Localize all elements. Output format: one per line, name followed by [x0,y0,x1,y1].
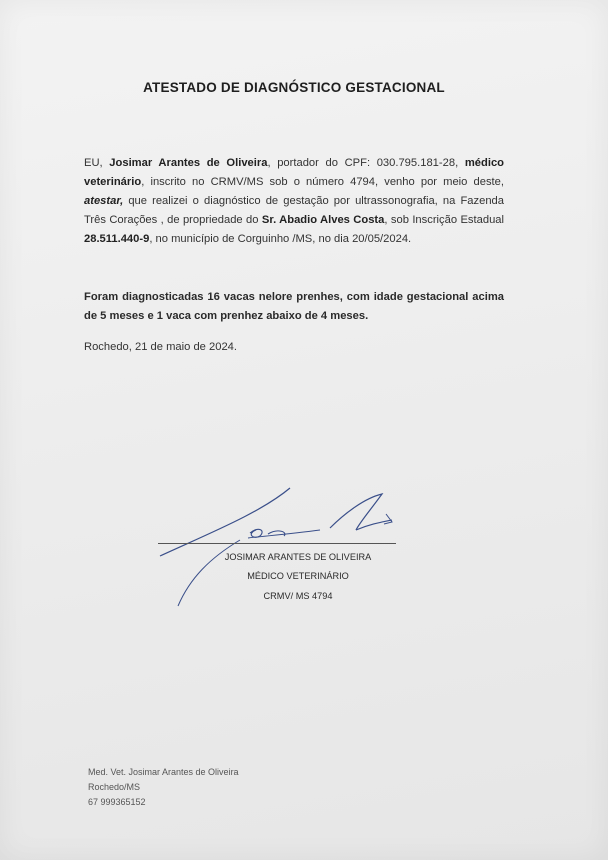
crmv-text: , inscrito no CRMV/MS sob o número 4794, venho por meio deste, [141,176,504,188]
cpf-text: , portador do CPF: 030.795.181-28, [267,157,459,169]
footer-name: Med. Vet. Josimar Arantes de Oliveira [88,767,239,777]
signer-role: MÉDICO VETERINÁRIO [247,571,349,581]
atestar-word: atestar, [84,195,124,207]
profession: médico veterinário [84,157,504,188]
intro-eu: EU, [84,157,103,169]
location-text: , no município de Corguinho /MS, no dia 20/05/2024. [149,233,412,245]
ie-number: 28.511.440-9 [84,233,150,245]
ie-text: , sob Inscrição Estadual [384,214,505,226]
attestation-paragraph [84,154,504,249]
signer-name: JOSIMAR ARANTES DE OLIVEIRA [224,552,372,562]
document-title: ATESTADO DE DIAGNÓSTICO GESTACIONAL [143,80,445,95]
diagnosis-result: Foram diagnosticadas 16 vacas nelore prenhes, com idade gestacional acima de 5 meses e 1 vaca com prenhez abaixo de 4 meses. [84,291,504,322]
place-date: Rochedo, 21 de maio de 2024. [84,341,238,353]
signer-registration: CRMV/ MS 4794 [263,591,333,601]
diagnosis-text: que realizei o diagnóstico de gestação por ultrassonografia, na Fazenda Três Corações , de propriedade do [84,195,504,226]
footer-phone: 67 999365152 [88,797,146,807]
footer-city: Rochedo/MS [88,782,141,792]
owner-name: Sr. Abadio Alves Costa [261,214,385,226]
vet-name: Josimar Arantes de Oliveira [109,157,268,169]
signature-line [158,543,396,544]
